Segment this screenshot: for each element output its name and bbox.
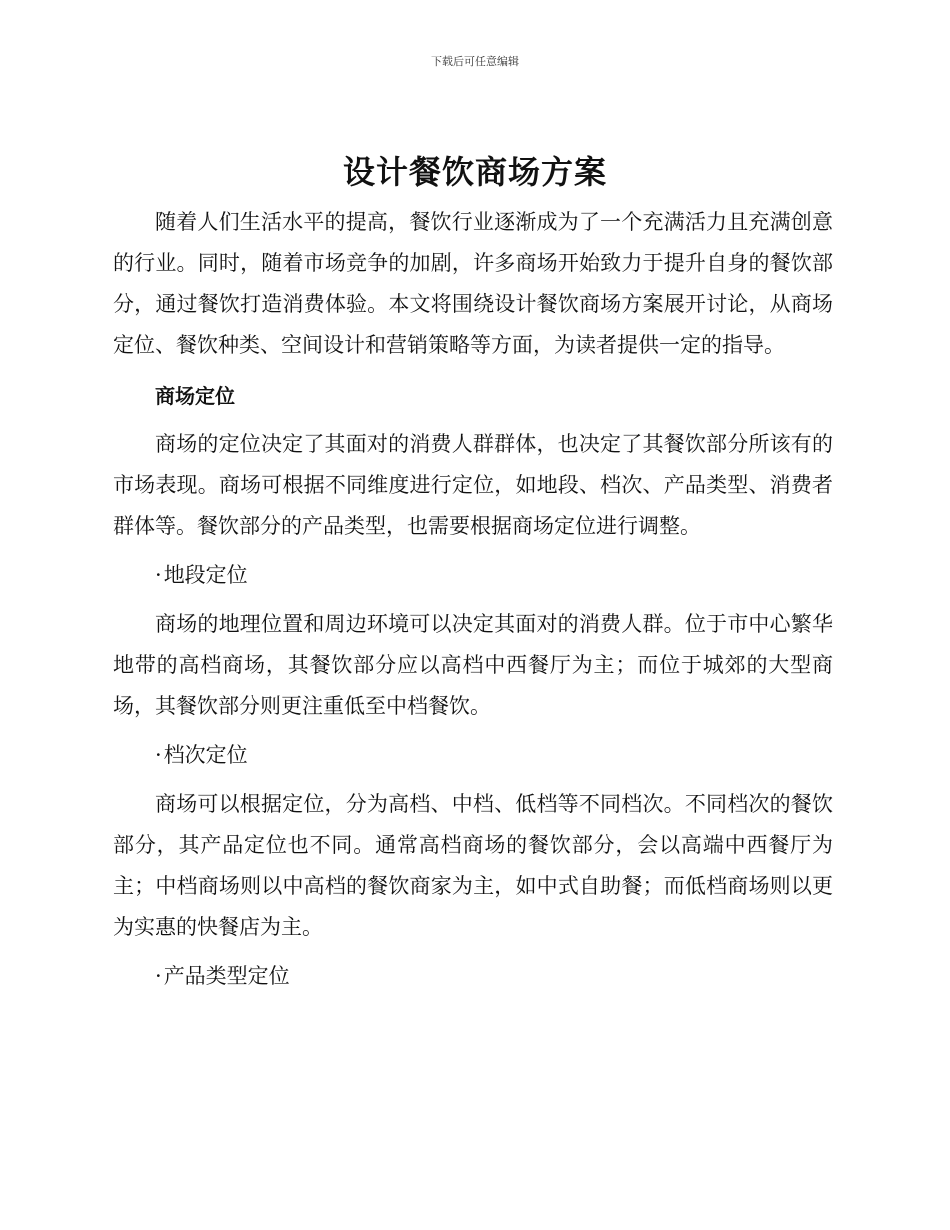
bullet-heading-grade	[113, 735, 833, 776]
bullet-heading-product-type	[113, 956, 833, 997]
running-header: 下载后可任意编辑	[431, 55, 519, 68]
section-heading-positioning: 商场定位	[155, 384, 235, 408]
bullet-heading-location	[113, 555, 833, 596]
grade-paragraph: 商场可以根据定位，分为高档、中档、低档等不同档次。不同档次的餐饮部分，其产品定位也不同。通常高档商场的餐饮部分，会以高端中西餐厅为主；中档商场则以中高档的餐饮商家为主，如中式自助餐；而低档商场则以更为实惠的快餐店为主。	[113, 792, 833, 939]
bullet-marker: ·	[155, 743, 162, 767]
bullet-marker: ·	[155, 563, 162, 587]
bullet-heading-text: 产品类型定位	[163, 964, 290, 988]
bullet-marker: ·	[155, 964, 162, 988]
intro-paragraph: 随着人们生活水平的提高，餐饮行业逐渐成为了一个充满活力且充满创意的行业。同时，随着市场竞争的加剧，许多商场开始致力于提升自身的餐饮部分，通过餐饮打造消费体验。本文将围绕设计餐饮商场方案展开讨论，从商场定位、餐饮种类、空间设计和营销策略等方面，为读者提供一定的指导。	[113, 210, 833, 357]
document-body	[113, 202, 833, 1005]
positioning-paragraph: 商场的定位决定了其面对的消费人群群体，也决定了其餐饮部分所该有的市场表现。商场可根据不同维度进行定位，如地段、档次、产品类型、消费者群体等。餐饮部分的产品类型，也需要根据商场定位进行调整。	[113, 432, 833, 538]
bullet-heading-text: 档次定位	[163, 743, 248, 767]
location-paragraph: 商场的地理位置和周边环境可以决定其面对的消费人群。位于市中心繁华地带的高档商场，其餐饮部分应以高档中西餐厅为主；而位于城郊的大型商场，其餐饮部分则更注重低至中档餐饮。	[113, 612, 833, 718]
bullet-heading-text: 地段定位	[163, 563, 248, 587]
document-title: 设计餐饮商场方案	[342, 153, 607, 191]
